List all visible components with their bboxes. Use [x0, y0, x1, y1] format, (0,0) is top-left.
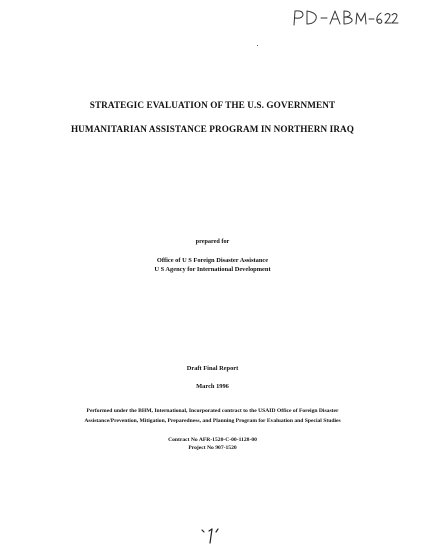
- title-line-1: STRATEGIC EVALUATION OF THE U.S. GOVERNMENT: [89, 100, 336, 110]
- project-number: Project No 907-1520: [188, 445, 237, 451]
- performed-line-1: Performed under the BHM, International, Incorporated contract to the USAID Office of Foreign Disaster: [86, 408, 339, 414]
- handwritten-document-id: [290, 5, 400, 31]
- handwritten-page-marker: [196, 524, 226, 546]
- handwritten-id-drawing: [290, 5, 400, 31]
- page-marker-drawing: [196, 524, 226, 546]
- prepared-org-1: Office of U S Foreign Disaster Assistance: [156, 257, 269, 264]
- stray-mark: [256, 34, 259, 37]
- report-type: Draft Final Report: [186, 365, 239, 372]
- prepared-for-label: prepared for: [195, 238, 230, 245]
- performed-line-2: Assistance/Prevention, Mitigation, Preparedness, and Planning Program for Evaluation and Special Studies: [84, 418, 341, 424]
- prepared-org-2: U S Agency for International Development: [154, 266, 271, 273]
- report-date: March 1996: [196, 383, 229, 390]
- contract-number: Contract No AFR-1520-C-00-1128-00: [168, 437, 257, 443]
- title-line-2: HUMANITARIAN ASSISTANCE PROGRAM IN NORTHERN IRAQ: [70, 124, 355, 134]
